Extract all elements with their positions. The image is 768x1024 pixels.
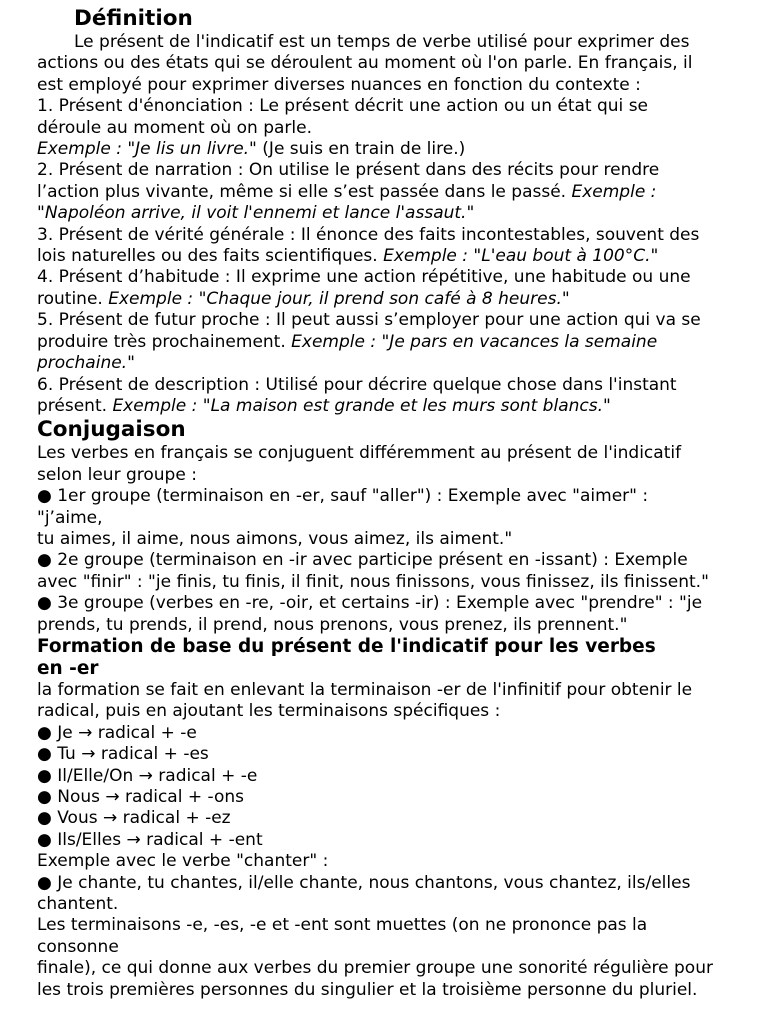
formation-heading [37, 636, 742, 680]
paragraph-line: est employé pour exprimer diverses nuances en fonction du contexte : [37, 74, 641, 95]
quote-tail: " [466, 203, 475, 224]
item-enonciation [37, 96, 742, 160]
bullet-item: ● 1er groupe (terminaison en -er, sauf "aller") : Exemple avec "aimer" : [37, 486, 649, 507]
item-verite-generale [37, 225, 742, 268]
bullet-item: ● Nous → radical + -ons [37, 787, 244, 807]
plain-text: routine. [37, 288, 109, 309]
paragraph-line: "j’aime, [37, 507, 103, 528]
paragraph-line: actions ou des états qui se déroulent au moment où l'on parle. En français, il [37, 53, 693, 74]
paragraph-line: Les terminaisons -e, -es, -e et -ent sont muettes (on ne prononce pas la [37, 915, 648, 936]
paragraph-line: Exemple avec le verbe "chanter" : [37, 851, 329, 872]
paragraph-line: la formation se fait en enlevant la terminaison -er de l'infinitif pour obtenir le [37, 679, 693, 700]
example-label: Exemple : [37, 139, 128, 160]
item-line: 3. Présent de vérité générale : Il énonce des faits incontestables, souvent des [37, 224, 700, 245]
heading-line: Formation de base du présent de l'indicatif pour les verbes [37, 635, 656, 657]
plain-text: lois naturelles ou des faits scientifiques. [37, 246, 384, 267]
definition-heading: Définition [74, 6, 193, 31]
formation-section [37, 680, 742, 1001]
paragraph-line: avec "finir" : "je finis, tu finis, il finit, nous finissons, vous finissez, ils finissent." [37, 571, 709, 592]
bullet-item: ● Tu → radical + -es [37, 744, 209, 765]
item-line [37, 182, 742, 203]
example-text: "Napoléon arrive, il voit l'ennemi et lance l'assaut. [37, 203, 467, 224]
quote-tail: " [127, 353, 135, 374]
example-line [37, 139, 742, 160]
quote-tail: " [561, 288, 570, 309]
example-text: prochaine. [37, 353, 128, 374]
conjugaison-heading: Conjugaison [37, 417, 186, 443]
item-line: 4. Présent d’habitude : Il exprime une action répétitive, une habitude ou une [37, 267, 691, 288]
paragraph-line: Le présent de l'indicatif est un temps de verbe utilisé pour exprimer des [74, 32, 690, 52]
paragraph-line: chantent. [37, 894, 119, 915]
example-text: Exemple : "La maison est grande et les murs sont blancs. [112, 395, 603, 416]
bullet-item: ● Il/Elle/On → radical + -e [37, 765, 258, 786]
definition-intro [37, 32, 742, 96]
bullet-item: ● 2e groupe (terminaison en -ir avec participe présent en -issant) : Exemple [37, 550, 688, 571]
item-futur-proche [37, 310, 742, 374]
example-line [37, 203, 742, 224]
conjugaison-section [37, 443, 742, 636]
quote-tail: " [603, 395, 611, 416]
example-line [37, 353, 742, 374]
example-text: Exemple : [571, 181, 657, 202]
example-text: Exemple : "L'eau bout à 100°C. [383, 246, 651, 267]
paragraph-line: tu aimes, il aime, nous aimons, vous aimez, ils aiment." [37, 528, 513, 549]
example-text: "Je lis un livre." [127, 139, 257, 160]
item-line [37, 246, 742, 267]
item-line: 5. Présent de futur proche : Il peut aussi s’employer pour une action qui va se [37, 310, 701, 331]
item-line: 6. Présent de description : Utilisé pour décrire quelque chose dans l'instant [37, 374, 677, 395]
paragraph-line: prends, tu prends, il prend, nous prenons, vous prenez, ils prennent." [37, 614, 628, 635]
paragraph-line: radical, puis en ajoutant les terminaisons spécifiques : [37, 701, 501, 722]
bullet-item: ● Ils/Elles → radical + -ent [37, 829, 263, 850]
bullet-item: ● Vous → radical + -ez [37, 808, 231, 829]
item-habitude [37, 267, 742, 310]
item-line: 1. Présent d'énonciation : Le présent décrit une action ou un état qui se [37, 96, 649, 117]
item-description [37, 375, 742, 418]
item-line: 2. Présent de narration : On utilise le présent dans des récits pour rendre [37, 160, 660, 181]
paragraph-line: consonne [37, 936, 119, 957]
plain-text: l’action plus vivante, même si elle s’est passée dans le passé. [37, 181, 572, 202]
bullet-item: ● Je chante, tu chantes, il/elle chante, nous chantons, vous chantez, ils/elles [37, 872, 691, 893]
item-line [37, 289, 742, 310]
quote-tail: " [650, 246, 659, 267]
item-line [37, 396, 742, 417]
heading-line: en -er [37, 657, 99, 679]
paragraph-line: Les verbes en français se conjuguent différemment au présent de l'indicatif [37, 443, 682, 464]
paragraph-line: selon leur groupe : [37, 464, 197, 485]
plain-text: produire très prochainement. [37, 331, 292, 352]
example-text: Exemple : "Je pars en vacances la semaine [291, 331, 658, 352]
bullet-item: ● Je → radical + -e [37, 722, 197, 743]
example-text: Exemple : "Chaque jour, il prend son café à 8 heures. [108, 288, 562, 309]
plain-text: présent. [37, 395, 113, 416]
item-line: déroule au moment où on parle. [37, 117, 312, 138]
paragraph-line: les trois premières personnes du singulier et la troisième personne du pluriel. [37, 979, 698, 1000]
item-line [37, 332, 742, 353]
example-after: (Je suis en train de lire.) [256, 139, 466, 160]
bullet-item: ● 3e groupe (verbes en -re, -oir, et certains -ir) : Exemple avec "prendre" : "je [37, 593, 703, 614]
item-narration [37, 160, 742, 224]
paragraph-line: finale), ce qui donne aux verbes du premier groupe une sonorité régulière pour [37, 958, 713, 979]
